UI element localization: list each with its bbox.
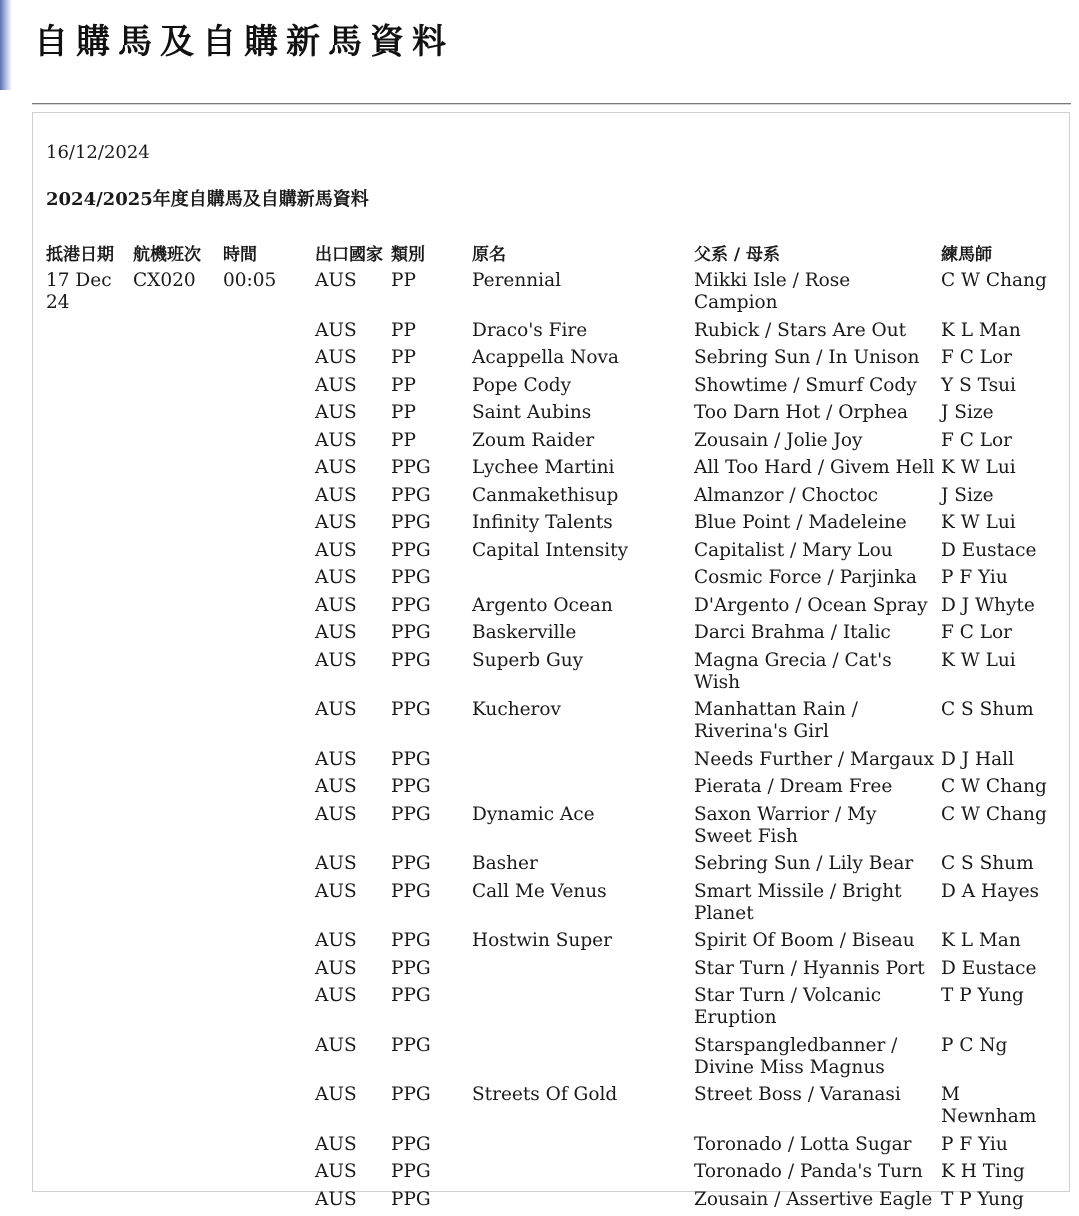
empty-cell <box>131 699 221 749</box>
sire-dam-cell: Sebring Sun / Lily Bear <box>692 853 939 881</box>
type-cell: PP <box>389 320 470 348</box>
table-row <box>44 930 1060 958</box>
table-row <box>44 269 1060 320</box>
empty-cell <box>221 1189 313 1216</box>
empty-cell <box>131 622 221 650</box>
empty-cell <box>221 1161 313 1189</box>
original-name-cell <box>470 1134 692 1162</box>
sire-dam-cell: Spirit Of Boom / Biseau <box>692 930 939 958</box>
trainer-cell: C W Chang <box>939 776 1060 804</box>
empty-cell <box>44 622 131 650</box>
empty-cell <box>44 881 131 931</box>
type-cell: PPG <box>389 485 470 513</box>
sire-dam-cell: Too Darn Hot / Orphea <box>692 402 939 430</box>
original-name-cell <box>470 985 692 1035</box>
country-cell: AUS <box>313 430 389 458</box>
horse-arrivals-table <box>44 240 1060 1216</box>
country-cell: AUS <box>313 347 389 375</box>
sire-dam-cell: Star Turn / Volcanic Eruption <box>692 985 939 1035</box>
country-cell: AUS <box>313 1134 389 1162</box>
country-cell: AUS <box>313 375 389 403</box>
empty-cell <box>44 1035 131 1085</box>
empty-cell <box>44 985 131 1035</box>
empty-cell <box>131 804 221 854</box>
original-name-cell: Kucherov <box>470 699 692 749</box>
sire-dam-cell: Darci Brahma / Italic <box>692 622 939 650</box>
empty-cell <box>131 320 221 348</box>
empty-cell <box>221 457 313 485</box>
type-cell: PP <box>389 347 470 375</box>
empty-cell <box>131 1161 221 1189</box>
empty-cell <box>44 567 131 595</box>
report-subtitle: 2024/2025年度自購馬及自購新馬資料 <box>46 188 369 212</box>
country-cell: AUS <box>313 269 389 320</box>
empty-cell <box>44 930 131 958</box>
country-cell: AUS <box>313 1084 389 1134</box>
table-row <box>44 804 1060 854</box>
empty-cell <box>44 853 131 881</box>
empty-cell <box>221 749 313 777</box>
table-row <box>44 320 1060 348</box>
edge-accent-bar <box>0 0 12 90</box>
trainer-cell: M Newnham <box>939 1084 1060 1134</box>
original-name-cell <box>470 776 692 804</box>
type-cell: PPG <box>389 749 470 777</box>
type-cell: PPG <box>389 1161 470 1189</box>
sire-dam-cell: Magna Grecia / Cat's Wish <box>692 650 939 700</box>
trainer-cell: D Eustace <box>939 540 1060 568</box>
empty-cell <box>131 595 221 623</box>
title-divider <box>32 103 1071 105</box>
country-cell: AUS <box>313 958 389 986</box>
country-cell: AUS <box>313 457 389 485</box>
empty-cell <box>131 650 221 700</box>
trainer-cell: D J Hall <box>939 749 1060 777</box>
empty-cell <box>131 776 221 804</box>
table-row <box>44 958 1060 986</box>
empty-cell <box>44 1189 131 1216</box>
empty-cell <box>131 881 221 931</box>
empty-cell <box>131 540 221 568</box>
trainer-cell: F C Lor <box>939 347 1060 375</box>
type-cell: PPG <box>389 930 470 958</box>
empty-cell <box>221 375 313 403</box>
trainer-cell: K W Lui <box>939 650 1060 700</box>
original-name-cell <box>470 749 692 777</box>
table-row <box>44 1084 1060 1134</box>
empty-cell <box>44 375 131 403</box>
country-cell: AUS <box>313 699 389 749</box>
table-row <box>44 540 1060 568</box>
trainer-cell: C S Shum <box>939 699 1060 749</box>
type-cell: PPG <box>389 699 470 749</box>
original-name-cell: Canmakethisup <box>470 485 692 513</box>
empty-cell <box>131 375 221 403</box>
trainer-cell: C W Chang <box>939 269 1060 320</box>
table-row <box>44 457 1060 485</box>
empty-cell <box>131 1035 221 1085</box>
trainer-cell: J Size <box>939 402 1060 430</box>
original-name-cell: Capital Intensity <box>470 540 692 568</box>
empty-cell <box>44 430 131 458</box>
country-cell: AUS <box>313 567 389 595</box>
sire-dam-cell: Sebring Sun / In Unison <box>692 347 939 375</box>
trainer-cell: P F Yiu <box>939 1134 1060 1162</box>
original-name-cell: Baskerville <box>470 622 692 650</box>
empty-cell <box>44 485 131 513</box>
table-row <box>44 650 1060 700</box>
empty-cell <box>131 402 221 430</box>
sire-dam-cell: Blue Point / Madeleine <box>692 512 939 540</box>
trainer-cell: T P Yung <box>939 1189 1060 1216</box>
type-cell: PPG <box>389 1134 470 1162</box>
empty-cell <box>221 540 313 568</box>
empty-cell <box>131 567 221 595</box>
original-name-cell: Zoum Raider <box>470 430 692 458</box>
empty-cell <box>44 958 131 986</box>
original-name-cell: Lychee Martini <box>470 457 692 485</box>
trainer-cell: F C Lor <box>939 430 1060 458</box>
sire-dam-cell: Street Boss / Varanasi <box>692 1084 939 1134</box>
empty-cell <box>221 1084 313 1134</box>
flight-cell: CX020 <box>131 269 221 320</box>
empty-cell <box>44 347 131 375</box>
country-cell: AUS <box>313 650 389 700</box>
sire-dam-cell: Smart Missile / Bright Planet <box>692 881 939 931</box>
table-row <box>44 1189 1060 1216</box>
empty-cell <box>221 650 313 700</box>
empty-cell <box>221 595 313 623</box>
table-row <box>44 402 1060 430</box>
country-cell: AUS <box>313 853 389 881</box>
country-cell: AUS <box>313 512 389 540</box>
empty-cell <box>131 985 221 1035</box>
trainer-cell: K H Ting <box>939 1161 1060 1189</box>
trainer-cell: J Size <box>939 485 1060 513</box>
empty-cell <box>44 699 131 749</box>
table-row <box>44 749 1060 777</box>
type-cell: PPG <box>389 457 470 485</box>
country-cell: AUS <box>313 804 389 854</box>
trainer-cell: D J Whyte <box>939 595 1060 623</box>
table-row <box>44 485 1060 513</box>
original-name-cell: Saint Aubins <box>470 402 692 430</box>
empty-cell <box>44 402 131 430</box>
type-cell: PPG <box>389 650 470 700</box>
trainer-cell: Y S Tsui <box>939 375 1060 403</box>
trainer-cell: D A Hayes <box>939 881 1060 931</box>
sire-dam-cell: Toronado / Lotta Sugar <box>692 1134 939 1162</box>
sire-dam-cell: Saxon Warrior / My Sweet Fish <box>692 804 939 854</box>
trainer-cell: C S Shum <box>939 853 1060 881</box>
empty-cell <box>131 1084 221 1134</box>
type-cell: PPG <box>389 1189 470 1216</box>
header-arrival-date: 抵港日期 <box>44 240 131 269</box>
table-row <box>44 985 1060 1035</box>
table-row <box>44 347 1060 375</box>
empty-cell <box>44 650 131 700</box>
type-cell: PPG <box>389 540 470 568</box>
header-time: 時間 <box>221 240 313 269</box>
type-cell: PPG <box>389 512 470 540</box>
type-cell: PPG <box>389 1084 470 1134</box>
arrival-date-cell: 17 Dec 24 <box>44 269 131 320</box>
type-cell: PP <box>389 402 470 430</box>
empty-cell <box>131 457 221 485</box>
table-body <box>44 269 1060 1216</box>
country-cell: AUS <box>313 985 389 1035</box>
type-cell: PPG <box>389 1035 470 1085</box>
empty-cell <box>131 430 221 458</box>
empty-cell <box>221 402 313 430</box>
type-cell: PPG <box>389 622 470 650</box>
header-type: 類別 <box>389 240 470 269</box>
empty-cell <box>44 512 131 540</box>
sire-dam-cell: Pierata / Dream Free <box>692 776 939 804</box>
type-cell: PPG <box>389 595 470 623</box>
country-cell: AUS <box>313 595 389 623</box>
original-name-cell: Basher <box>470 853 692 881</box>
empty-cell <box>221 853 313 881</box>
sire-dam-cell: Mikki Isle / Rose Campion <box>692 269 939 320</box>
trainer-cell: C W Chang <box>939 804 1060 854</box>
sire-dam-cell: Manhattan Rain / Riverina's Girl <box>692 699 939 749</box>
empty-cell <box>221 776 313 804</box>
table-row <box>44 567 1060 595</box>
header-sire-dam: 父系 / 母系 <box>692 240 939 269</box>
trainer-cell: F C Lor <box>939 622 1060 650</box>
empty-cell <box>44 540 131 568</box>
empty-cell <box>131 853 221 881</box>
original-name-cell: Draco's Fire <box>470 320 692 348</box>
empty-cell <box>44 320 131 348</box>
empty-cell <box>44 1161 131 1189</box>
original-name-cell: Call Me Venus <box>470 881 692 931</box>
empty-cell <box>221 699 313 749</box>
country-cell: AUS <box>313 402 389 430</box>
empty-cell <box>131 1134 221 1162</box>
country-cell: AUS <box>313 320 389 348</box>
table-row <box>44 1134 1060 1162</box>
empty-cell <box>131 347 221 375</box>
empty-cell <box>131 749 221 777</box>
trainer-cell: K W Lui <box>939 457 1060 485</box>
table-row <box>44 1035 1060 1085</box>
country-cell: AUS <box>313 485 389 513</box>
empty-cell <box>221 985 313 1035</box>
empty-cell <box>44 595 131 623</box>
report-date: 16/12/2024 <box>46 141 150 165</box>
header-country: 出口國家 <box>313 240 389 269</box>
trainer-cell: K W Lui <box>939 512 1060 540</box>
empty-cell <box>221 622 313 650</box>
type-cell: PPG <box>389 804 470 854</box>
original-name-cell <box>470 567 692 595</box>
header-trainer: 練馬師 <box>939 240 1060 269</box>
empty-cell <box>131 958 221 986</box>
type-cell: PPG <box>389 881 470 931</box>
country-cell: AUS <box>313 776 389 804</box>
country-cell: AUS <box>313 881 389 931</box>
original-name-cell: Streets Of Gold <box>470 1084 692 1134</box>
country-cell: AUS <box>313 1035 389 1085</box>
original-name-cell: Hostwin Super <box>470 930 692 958</box>
empty-cell <box>44 1084 131 1134</box>
type-cell: PP <box>389 375 470 403</box>
empty-cell <box>221 320 313 348</box>
sire-dam-cell: Showtime / Smurf Cody <box>692 375 939 403</box>
sire-dam-cell: Toronado / Panda's Turn <box>692 1161 939 1189</box>
sire-dam-cell: Zousain / Jolie Joy <box>692 430 939 458</box>
sire-dam-cell: Cosmic Force / Parjinka <box>692 567 939 595</box>
type-cell: PP <box>389 430 470 458</box>
table-row <box>44 699 1060 749</box>
trainer-cell: P C Ng <box>939 1035 1060 1085</box>
empty-cell <box>44 749 131 777</box>
empty-cell <box>221 804 313 854</box>
empty-cell <box>221 512 313 540</box>
type-cell: PPG <box>389 776 470 804</box>
country-cell: AUS <box>313 749 389 777</box>
time-cell: 00:05 <box>221 269 313 320</box>
sire-dam-cell: Zousain / Assertive Eagle <box>692 1189 939 1216</box>
empty-cell <box>221 347 313 375</box>
original-name-cell: Acappella Nova <box>470 347 692 375</box>
type-cell: PPG <box>389 985 470 1035</box>
sire-dam-cell: D'Argento / Ocean Spray <box>692 595 939 623</box>
sire-dam-cell: Star Turn / Hyannis Port <box>692 958 939 986</box>
empty-cell <box>221 567 313 595</box>
original-name-cell: Argento Ocean <box>470 595 692 623</box>
table-row <box>44 375 1060 403</box>
country-cell: AUS <box>313 930 389 958</box>
empty-cell <box>131 512 221 540</box>
empty-cell <box>131 930 221 958</box>
original-name-cell: Dynamic Ace <box>470 804 692 854</box>
country-cell: AUS <box>313 1189 389 1216</box>
original-name-cell <box>470 958 692 986</box>
empty-cell <box>221 881 313 931</box>
sire-dam-cell: Almanzor / Choctoc <box>692 485 939 513</box>
original-name-cell <box>470 1161 692 1189</box>
original-name-cell <box>470 1189 692 1216</box>
empty-cell <box>44 457 131 485</box>
header-flight: 航機班次 <box>131 240 221 269</box>
original-name-cell: Infinity Talents <box>470 512 692 540</box>
empty-cell <box>44 776 131 804</box>
original-name-cell: Pope Cody <box>470 375 692 403</box>
country-cell: AUS <box>313 540 389 568</box>
empty-cell <box>221 1134 313 1162</box>
table-row <box>44 622 1060 650</box>
empty-cell <box>221 958 313 986</box>
empty-cell <box>44 1134 131 1162</box>
table-row <box>44 881 1060 931</box>
trainer-cell: P F Yiu <box>939 567 1060 595</box>
sire-dam-cell: All Too Hard / Givem Hell <box>692 457 939 485</box>
page-title: 自購馬及自購新馬資料 <box>34 14 454 70</box>
table-row <box>44 776 1060 804</box>
empty-cell <box>221 1035 313 1085</box>
type-cell: PPG <box>389 853 470 881</box>
type-cell: PPG <box>389 567 470 595</box>
sire-dam-cell: Capitalist / Mary Lou <box>692 540 939 568</box>
original-name-cell: Perennial <box>470 269 692 320</box>
trainer-cell: K L Man <box>939 320 1060 348</box>
empty-cell <box>221 430 313 458</box>
country-cell: AUS <box>313 622 389 650</box>
sire-dam-cell: Starspangledbanner / Divine Miss Magnus <box>692 1035 939 1085</box>
table-row <box>44 512 1060 540</box>
sire-dam-cell: Needs Further / Margaux <box>692 749 939 777</box>
empty-cell <box>221 930 313 958</box>
trainer-cell: K L Man <box>939 930 1060 958</box>
empty-cell <box>44 804 131 854</box>
table-row <box>44 595 1060 623</box>
table-row <box>44 853 1060 881</box>
original-name-cell <box>470 1035 692 1085</box>
type-cell: PP <box>389 269 470 320</box>
header-original-name: 原名 <box>470 240 692 269</box>
empty-cell <box>131 1189 221 1216</box>
country-cell: AUS <box>313 1161 389 1189</box>
empty-cell <box>131 485 221 513</box>
table-header-row <box>44 240 1060 269</box>
table-row <box>44 1161 1060 1189</box>
original-name-cell: Superb Guy <box>470 650 692 700</box>
trainer-cell: D Eustace <box>939 958 1060 986</box>
trainer-cell: T P Yung <box>939 985 1060 1035</box>
table-row <box>44 430 1060 458</box>
type-cell: PPG <box>389 958 470 986</box>
empty-cell <box>221 485 313 513</box>
sire-dam-cell: Rubick / Stars Are Out <box>692 320 939 348</box>
